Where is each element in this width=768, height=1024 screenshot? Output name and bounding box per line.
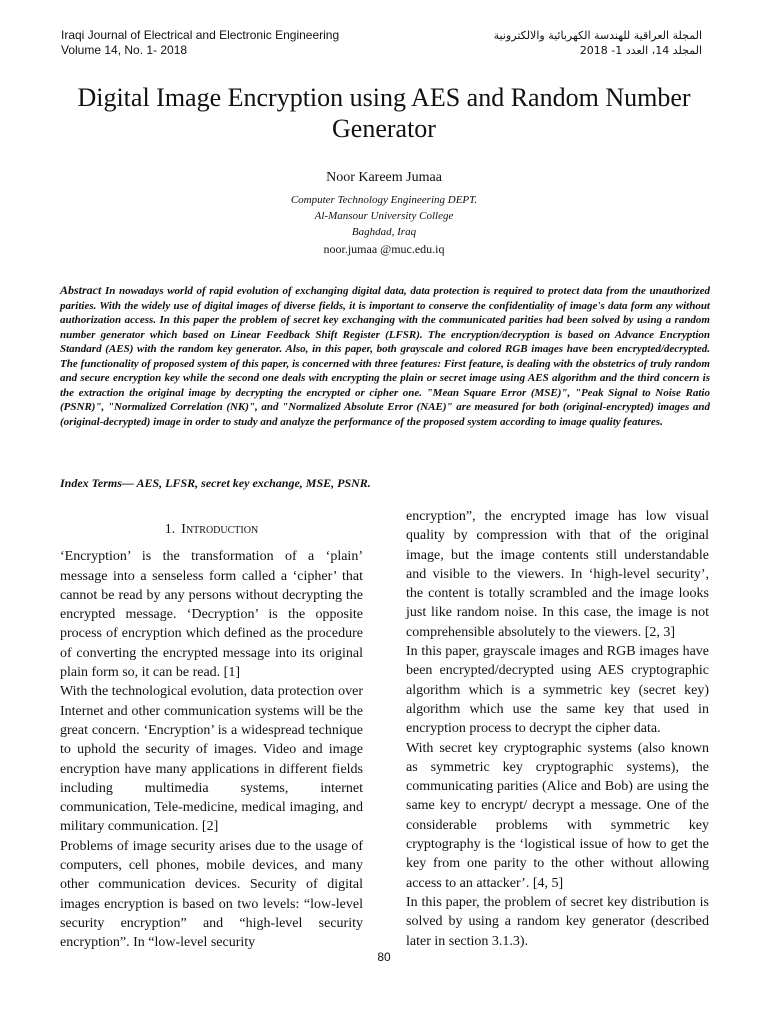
paragraph: Problems of image security arises due to the usage of computers, cell phones, mobile devices, and many other communication devices. Security of digital images encryption is based on two levels: “low-level security encryption” and “high-level security encryption”. In “low-level security bbox=[60, 838, 363, 951]
paragraph: With secret key cryptographic systems (also known as symmetric key cryptographic systems), the communicating parities (Alice and Bob) are using the same key to encrypt/ decrypt a message. One of the considerable problems with symmetric key cryptography is the ‘logistical issue of how to get the key from one parity to the other without allowing access to an attacker’. [4, 5] bbox=[406, 740, 709, 891]
affiliation-department: Computer Technology Engineering DEPT. bbox=[290, 194, 478, 206]
paragraph: encryption”, the encrypted image has low visual quality by compression with that of the original image, but the image contents still understandable and visible to the viewers. In ‘high-level security’, the content is totally scrambled and the image looks just like random noise. In this case, the image is not comprehensible absolutely to the viewers. [2, 3] bbox=[406, 509, 709, 640]
journal-name: Iraqi Journal of Electrical and Electronic Engineering bbox=[61, 28, 340, 42]
paper-title: Digital Image Encryption using AES and Random Number Generator bbox=[77, 83, 691, 143]
page-number: 80 bbox=[377, 950, 391, 964]
abstract bbox=[60, 283, 710, 429]
paragraph: With the technological evolution, data protection over Internet and other communication systems will be the great concern. ‘Encryption’ is a widespread technique to uphold the security of images. Video and image encryption have many applications in different fields including multimedia systems, internet communication, Tele-medicine, medical imaging, and military communication. [2] bbox=[60, 684, 363, 835]
volume-info: Volume 14, No. 1- 2018 bbox=[61, 43, 188, 57]
index-terms: Index Terms— AES, LFSR, secret key exchange, MSE, PSNR. bbox=[60, 476, 371, 490]
affiliation-college: Al-Mansour University College bbox=[314, 210, 454, 222]
paragraph: ‘Encryption’ is the transformation of a ‘plain’ message into a senseless form called a ‘cipher’ that cannot be read by any persons without decrypting the encrypted message. ‘Decryption’ is the opposite process of encryption which defined as the procedure of converting the encrypted message into its original plain form so, it can be read. [1] bbox=[60, 549, 363, 681]
journal-header-english bbox=[61, 28, 339, 58]
volume-info-arabic: المجلد 14، العدد 1- 2018 bbox=[579, 44, 702, 57]
section-title: Introduction bbox=[181, 522, 259, 537]
author-name: Noor Kareem Jumaa bbox=[326, 170, 442, 185]
left-column bbox=[60, 520, 363, 953]
author-affiliation bbox=[60, 192, 708, 240]
paragraph: In this paper, grayscale images and RGB images have been encrypted/decrypted using AES cryptographic algorithm which is a symmetric key (secret key) algorithm which use the same key that used in encryption process to decrypt the cipher data. bbox=[406, 644, 709, 737]
journal-name-arabic: المجلة العراقية للهندسة الكهربائية والالكترونية bbox=[493, 29, 702, 42]
paragraph: In this paper, the problem of secret key distribution is solved by using a random key generator (described later in section 3.1.3). bbox=[406, 894, 709, 949]
journal-header-arabic bbox=[494, 28, 702, 58]
abstract-text: In nowadays world of rapid evolution of exchanging digital data, data protection is required to protect data from the unauthorized parities. With the widely use of digital images of diverse fields, it is important to conserve the confidentiality of image's data form any without authorization access. In this paper the problem of secret key exchanging with the communicated parities had been solved by using a random number generator which based on Linear Feedback Shift Register (LFSR). The encryption/decryption is based on Advance Encryption Standard (AES) with the random key generator. Also, in this paper, both grayscale and colored RGB images have been encrypted/decrypted. The functionality of proposed system of this paper, is concerned with three features: First feature, is dealing with the obstetrics of truly random and secure encryption key while the second one deals with encrypting the plain or secret image using AES algorithm and the third concern is the extraction the original image by decrypting the encrypted or cipher one. "Mean Square Error (MSE)", "Peak Signal to Noise Ratio (PSNR)", "Normalized Correlation (NK)", and "Normalized Absolute Error (NAE)" are measured for both (original-encrypted) images and (original-decrypted) image in order to study and analyze the performance of the proposed system according to image quality features. bbox=[60, 285, 710, 428]
right-column bbox=[406, 507, 709, 951]
abstract-lead: Abstract bbox=[60, 283, 102, 297]
section-heading bbox=[60, 520, 363, 539]
section-number: 1. bbox=[164, 522, 176, 537]
author-email: noor.jumaa @muc.edu.iq bbox=[323, 242, 445, 256]
affiliation-city: Baghdad, Iraq bbox=[351, 226, 417, 238]
